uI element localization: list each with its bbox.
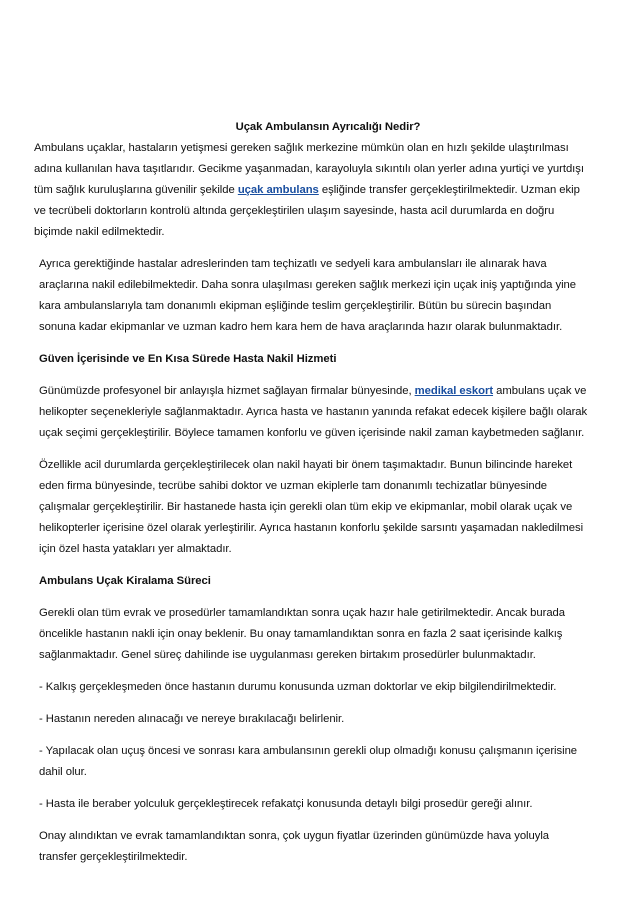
document-title: Uçak Ambulansın Ayrıcalığı Nedir?: [235, 121, 421, 133]
list-item-bullet-4: - Hasta ile beraber yolculuk gerçekleştirecek refakatçi konusunda detaylı bilgi prosedür gereği alınır.: [39, 798, 533, 810]
paragraph-medical-escort-text-before: Günümüzde profesyonel bir anlayışla hizmet sağlayan firmalar bünyesinde,: [39, 385, 415, 397]
list-item-bullet-3: - Yapılacak olan uçuş öncesi ve sonrası kara ambulansının gerekli olup olmadığı konusu çalışmanın içerisine dahil olur.: [39, 745, 578, 778]
paragraph-emergency: Özellikle acil durumlarda gerçekleştirilecek olan nakil hayati bir önem taşımaktadır. Bunun bilincinde hareket eden firma bünyesinde, tecrübe sahibi doktor ve uzman ekiplerle tam donanımlı techizatlar bünyesinde çalışmalar gerçekleştirilir. Bir hastanede hasta için gerekli olan tüm ekip ve ekipmanlar, mobil olarak uçak ve helikopterler içerisine özel olarak yerleştirilir. Ayrıca hastanın konforlu şekilde sarsıntı yaşamadan nakledilmesi için özel hasta yatakları yer almaktadır.: [39, 459, 584, 555]
paragraph-medical-escort: [34, 381, 590, 444]
list-item-bullet-2: - Hastanın nereden alınacağı ve nereye bırakılacağı belirlenir.: [39, 713, 345, 725]
link-medikal-eskort[interactable]: medikal eskort: [414, 385, 494, 397]
link-ucak-ambulans[interactable]: uçak ambulans: [237, 184, 319, 196]
paragraph-ground-ambulance: Ayrıca gerektiğinde hastalar adreslerinden tam teçhizatlı ve sedyeli kara ambulansları ile alınarak hava araçlarına nakil edilebilmektedir. Daha sonra ulaşılması gereken sağlık merkezi için uçak iniş yaptığında yine kara ambulanslarıyla tam donanımlı ekipman eşliğinde teslim gerçekleştirilir. Bütün bu sürecin başından sonuna kadar ekipmanlar ve uzman kadro hem kara hem de hava araçlarında hazır olarak bulunmaktadır.: [39, 258, 577, 333]
paragraph-rental-process: Gerekli olan tüm evrak ve prosedürler tamamlandıktan sonra uçak hazır hale getirilmektedir. Ancak burada öncelikle hastanın nakli için onay beklenir. Bu onay tamamlandıktan sonra en fazla 2 saat içerisinde kalkış sağlanmaktadır. Genel süreç dahilinde ise uygulanması gereken birtakım prosedürler bulunmaktadır.: [39, 607, 566, 661]
paragraph-intro: [34, 138, 590, 243]
paragraph-medical-escort-text-after: ambulans uçak ve helikopter seçenekleriyle sağlanmaktadır. Ayrıca hasta ve hastanın yanında refakat edecek kişilere bağlı olarak uçak seçimi gerçekleştirilir. Böylece tamamen konforlu ve güven içerisinde nakil zaman kaybetmeden sağlanır.: [39, 385, 588, 439]
list-item-bullet-1: - Kalkış gerçekleşmeden önce hastanın durumu konusunda uzman doktorlar ve ekip bilgilendirilmektedir.: [39, 681, 557, 693]
section-heading-guven: Güven İçerisinde ve En Kısa Sürede Hasta Nakil Hizmeti: [39, 353, 337, 365]
paragraph-intro-text-after: eşliğinde transfer gerçekleştirilmektedir. Uzman ekip ve tecrübeli doktorların kontrolü altında gerçekleştirilen ulaşım sayesinde, hasta acil durumlarda en doğru biçimde nakil edilmektedir.: [34, 184, 580, 238]
paragraph-intro-text-before: Ambulans uçaklar, hastaların yetişmesi gereken sağlık merkezine mümkün olan en hızlı şekilde ulaştırılması adına kullanılan hava taşıtlarıdır. Gecikme yaşanmadan, karayoluyla sıkıntılı olan yerler adına yurtiçi ve yurtdışı tüm sağlık kuruluşlarına güvenilir şekilde: [34, 142, 584, 196]
paragraph-closing: Onay alındıktan ve evrak tamamlandıktan sonra, çok uygun fiyatlar üzerinden günümüzde hava yoluyla transfer gerçekleştirilmektedir.: [39, 830, 550, 863]
document-body: [34, 117, 590, 879]
section-heading-kiralama: Ambulans Uçak Kiralama Süreci: [39, 575, 211, 587]
